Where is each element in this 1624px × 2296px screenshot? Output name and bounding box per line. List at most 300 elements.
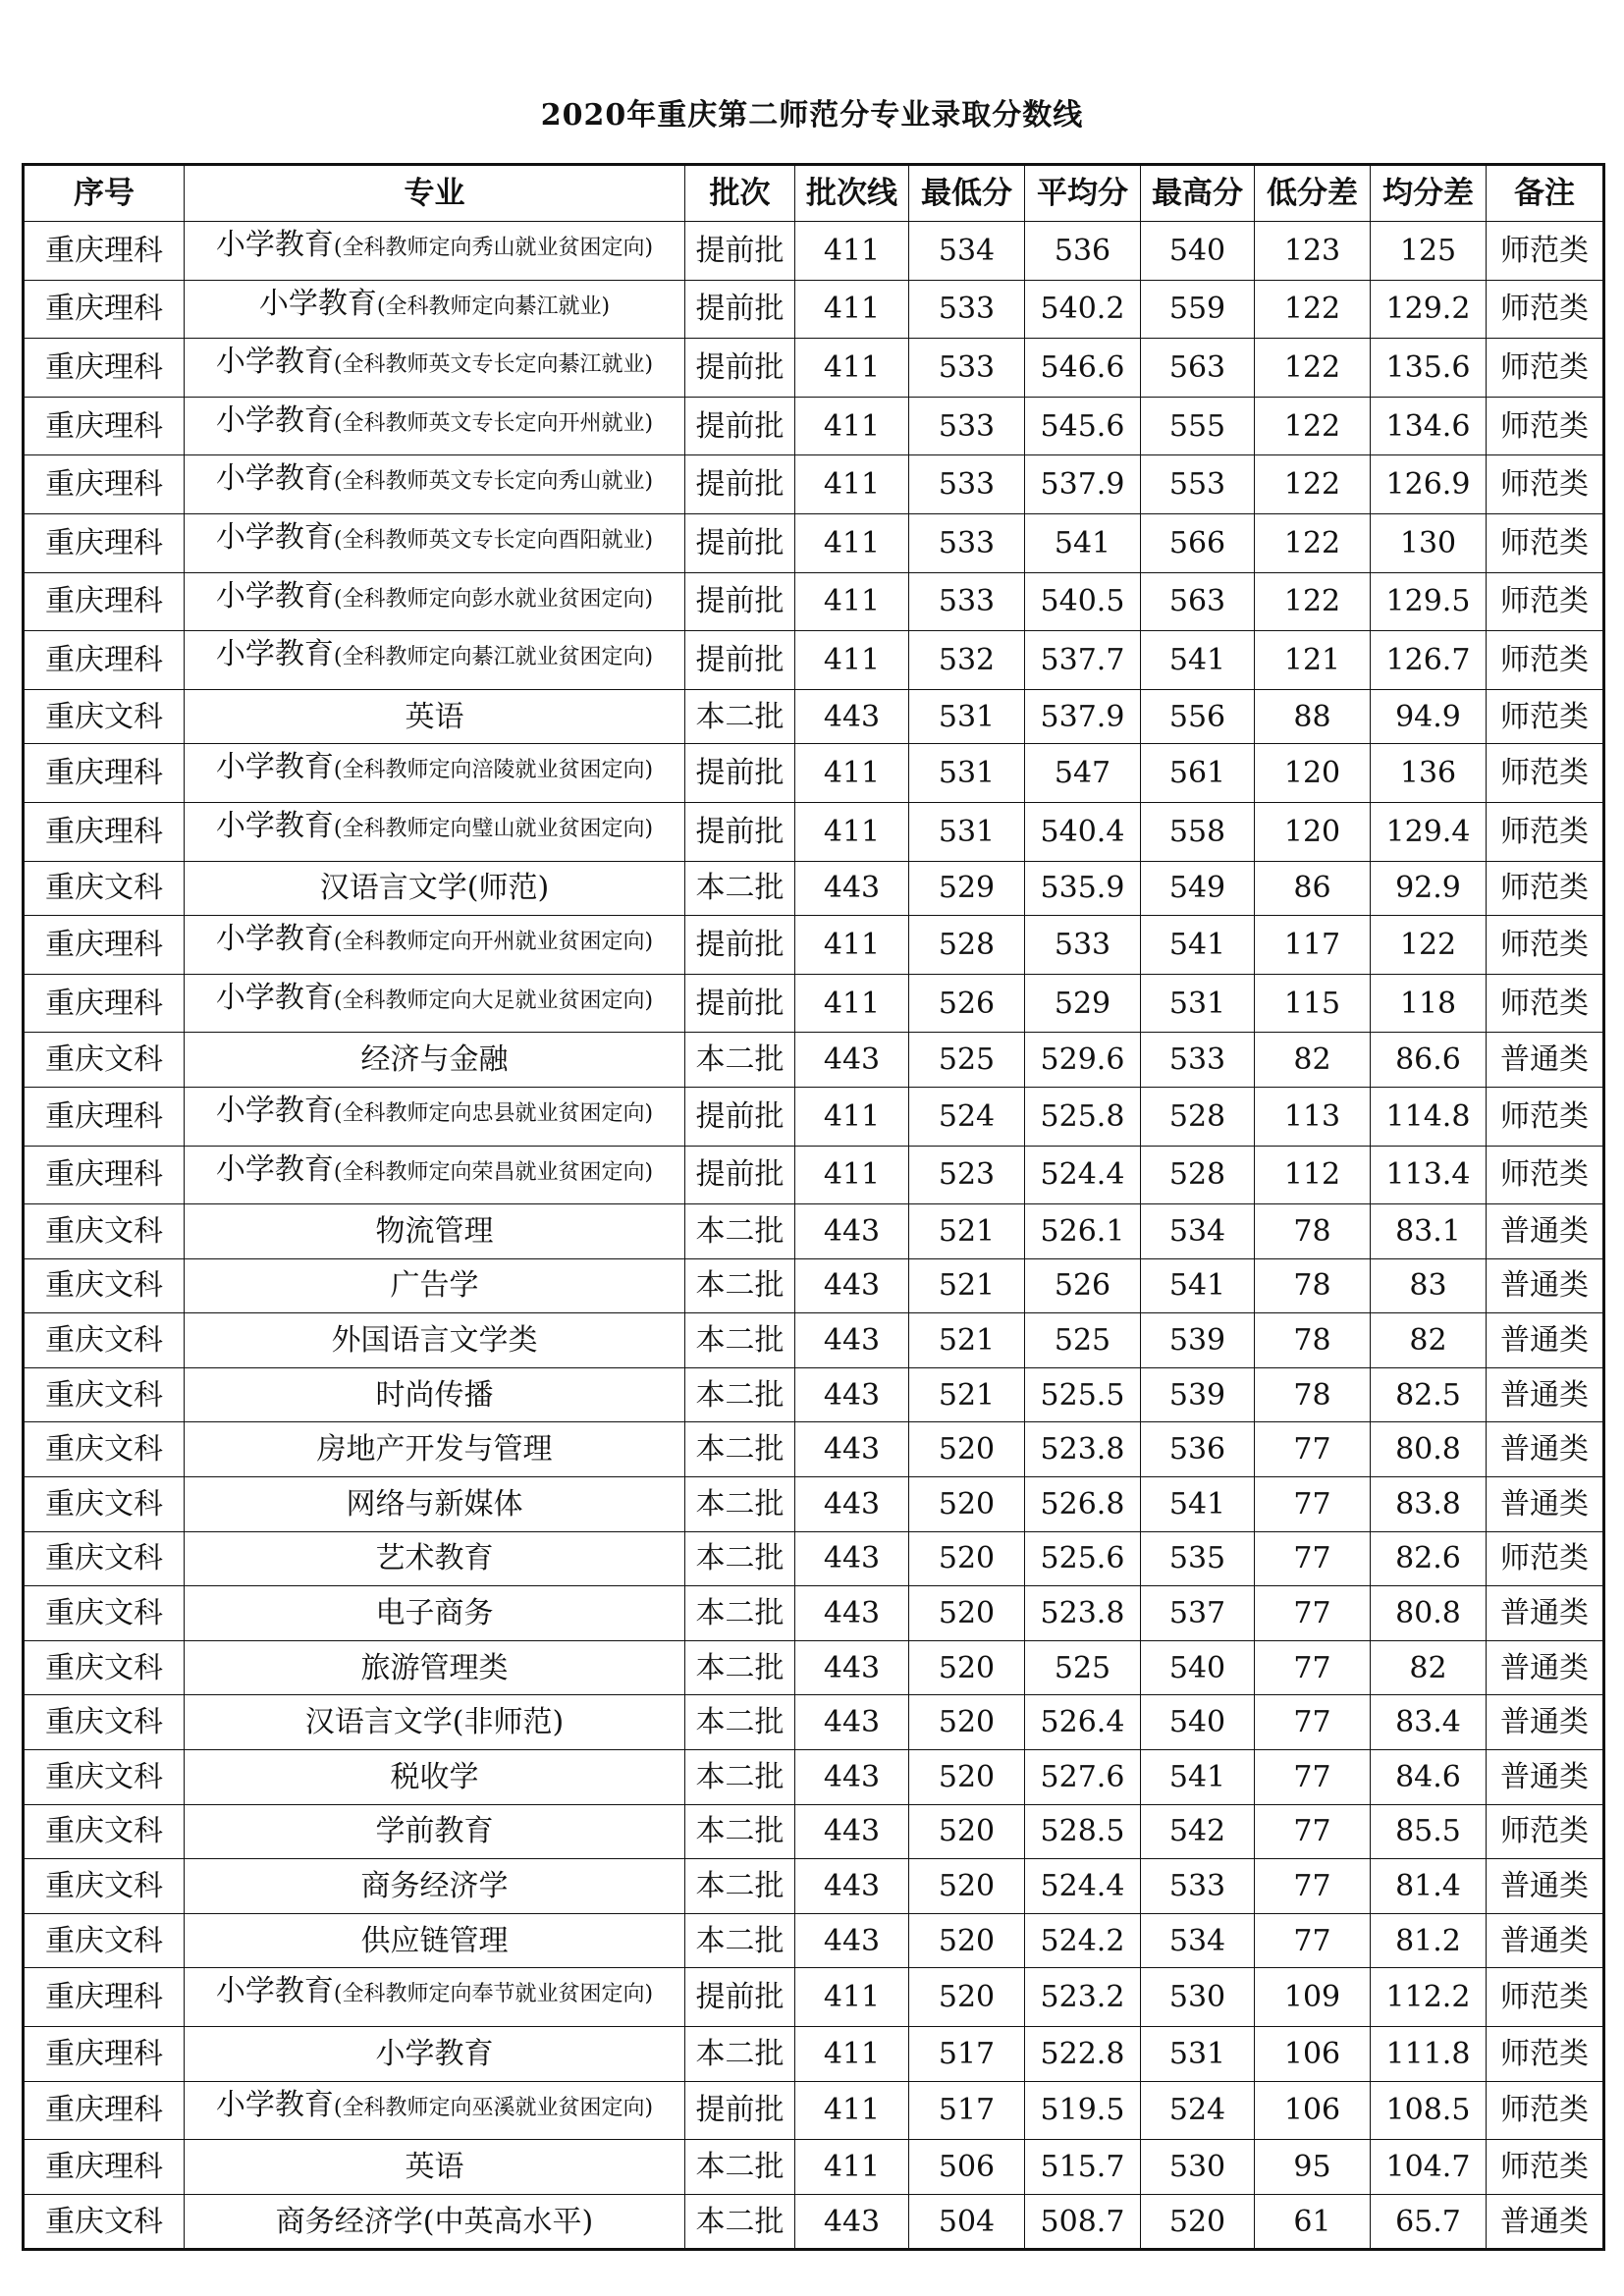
cell-min-diff: 78 bbox=[1255, 1258, 1371, 1313]
cell-max-score: 520 bbox=[1141, 2194, 1255, 2250]
major-note: (全科教师英文专长定向开州就业) bbox=[333, 410, 654, 436]
cell-batch: 提前批 bbox=[685, 572, 795, 631]
cell-avg-diff: 129.4 bbox=[1371, 802, 1487, 861]
cell-batch-line: 443 bbox=[795, 1804, 909, 1859]
cell-avg-diff: 83.1 bbox=[1371, 1204, 1487, 1259]
major-note: (全科教师定向巫溪就业贫困定向) bbox=[333, 2095, 654, 2120]
cell-min-score: 533 bbox=[909, 572, 1025, 631]
table-row bbox=[24, 1531, 1604, 1586]
cell-max-score: 566 bbox=[1141, 513, 1255, 572]
cell-max-score: 559 bbox=[1141, 280, 1255, 339]
cell-seq: 重庆文科 bbox=[24, 1033, 185, 1088]
cell-seq: 重庆文科 bbox=[24, 1586, 185, 1641]
cell-major bbox=[185, 1968, 685, 2027]
cell-major bbox=[185, 916, 685, 975]
cell-remark: 师范类 bbox=[1487, 631, 1604, 690]
cell-batch-line: 443 bbox=[795, 1750, 909, 1805]
cell-batch-line: 411 bbox=[795, 397, 909, 455]
cell-remark: 师范类 bbox=[1487, 802, 1604, 861]
cell-seq: 重庆理科 bbox=[24, 222, 185, 281]
cell-remark: 师范类 bbox=[1487, 2140, 1604, 2195]
cell-seq: 重庆理科 bbox=[24, 1146, 185, 1204]
cell-avg-score: 547 bbox=[1025, 744, 1141, 803]
major-note: (全科教师定向忠县就业贫困定向) bbox=[333, 1100, 654, 1126]
cell-min-diff: 78 bbox=[1255, 1204, 1371, 1259]
cell-batch-line: 411 bbox=[795, 572, 909, 631]
major-name: 小学教育 bbox=[215, 578, 334, 614]
cell-batch: 本二批 bbox=[685, 1804, 795, 1859]
cell-avg-score: 515.7 bbox=[1025, 2140, 1141, 2195]
cell-max-score: 563 bbox=[1141, 339, 1255, 398]
cell-max-score: 534 bbox=[1141, 1913, 1255, 1968]
table-row bbox=[24, 2140, 1604, 2195]
cell-min-diff: 77 bbox=[1255, 1640, 1371, 1695]
cell-remark: 普通类 bbox=[1487, 1367, 1604, 1422]
cell-batch: 本二批 bbox=[685, 2027, 795, 2082]
cell-seq: 重庆文科 bbox=[24, 1804, 185, 1859]
cell-remark: 师范类 bbox=[1487, 744, 1604, 803]
cell-max-score: 542 bbox=[1141, 1804, 1255, 1859]
table-row bbox=[24, 689, 1604, 744]
cell-avg-diff: 111.8 bbox=[1371, 2027, 1487, 2082]
cell-avg-diff: 82 bbox=[1371, 1313, 1487, 1368]
major-note: (全科教师英文专长定向秀山就业) bbox=[333, 469, 654, 495]
table-row bbox=[24, 1033, 1604, 1088]
table-row bbox=[24, 1422, 1604, 1477]
cell-batch-line: 411 bbox=[795, 455, 909, 514]
cell-max-score: 540 bbox=[1141, 1695, 1255, 1750]
cell-batch-line: 443 bbox=[795, 1640, 909, 1695]
cell-avg-score: 533 bbox=[1025, 916, 1141, 975]
cell-remark: 师范类 bbox=[1487, 572, 1604, 631]
cell-min-diff: 115 bbox=[1255, 974, 1371, 1033]
cell-remark: 师范类 bbox=[1487, 2081, 1604, 2140]
header-remark: 备注 bbox=[1487, 165, 1604, 222]
cell-batch-line: 411 bbox=[795, 1146, 909, 1204]
table-row bbox=[24, 1087, 1604, 1146]
cell-remark: 普通类 bbox=[1487, 1033, 1604, 1088]
cell-min-score: 533 bbox=[909, 339, 1025, 398]
cell-remark: 普通类 bbox=[1487, 1586, 1604, 1641]
major-name: 小学教育 bbox=[215, 1093, 334, 1128]
cell-batch-line: 411 bbox=[795, 1968, 909, 2027]
cell-remark: 师范类 bbox=[1487, 974, 1604, 1033]
cell-avg-score: 523.8 bbox=[1025, 1422, 1141, 1477]
cell-seq: 重庆理科 bbox=[24, 455, 185, 514]
cell-batch: 本二批 bbox=[685, 2140, 795, 2195]
cell-batch-line: 411 bbox=[795, 1087, 909, 1146]
cell-remark: 普通类 bbox=[1487, 1750, 1604, 1805]
cell-avg-score: 541 bbox=[1025, 513, 1141, 572]
cell-min-score: 524 bbox=[909, 1087, 1025, 1146]
table-row bbox=[24, 1804, 1604, 1859]
cell-batch-line: 443 bbox=[795, 1913, 909, 1968]
table-row bbox=[24, 631, 1604, 690]
cell-avg-score: 523.8 bbox=[1025, 1586, 1141, 1641]
cell-avg-diff: 83.4 bbox=[1371, 1695, 1487, 1750]
cell-min-score: 520 bbox=[909, 1750, 1025, 1805]
cell-avg-diff: 126.7 bbox=[1371, 631, 1487, 690]
cell-avg-score: 522.8 bbox=[1025, 2027, 1141, 2082]
cell-major: 汉语言文学(非师范) bbox=[185, 1695, 685, 1750]
cell-seq: 重庆文科 bbox=[24, 1477, 185, 1532]
major-name: 小学教育 bbox=[215, 980, 334, 1015]
major-name: 小学教育 bbox=[215, 519, 334, 555]
cell-major bbox=[185, 802, 685, 861]
table-row bbox=[24, 339, 1604, 398]
major-name: 小学教育 bbox=[215, 922, 334, 957]
table-row bbox=[24, 1859, 1604, 1914]
table-row bbox=[24, 1695, 1604, 1750]
cell-avg-score: 529 bbox=[1025, 974, 1141, 1033]
cell-batch: 本二批 bbox=[685, 1258, 795, 1313]
table-body bbox=[24, 222, 1604, 2250]
cell-batch: 本二批 bbox=[685, 1640, 795, 1695]
cell-min-diff: 122 bbox=[1255, 397, 1371, 455]
cell-avg-diff: 125 bbox=[1371, 222, 1487, 281]
table-row bbox=[24, 1313, 1604, 1368]
cell-min-diff: 77 bbox=[1255, 1750, 1371, 1805]
table-row bbox=[24, 1586, 1604, 1641]
table-row bbox=[24, 744, 1604, 803]
cell-batch: 本二批 bbox=[685, 1695, 795, 1750]
cell-seq: 重庆文科 bbox=[24, 1367, 185, 1422]
table-row bbox=[24, 397, 1604, 455]
cell-batch-line: 443 bbox=[795, 1367, 909, 1422]
cell-batch-line: 443 bbox=[795, 1695, 909, 1750]
cell-min-score: 521 bbox=[909, 1367, 1025, 1422]
cell-major bbox=[185, 744, 685, 803]
cell-batch-line: 411 bbox=[795, 974, 909, 1033]
cell-avg-diff: 113.4 bbox=[1371, 1146, 1487, 1204]
cell-batch: 提前批 bbox=[685, 397, 795, 455]
cell-avg-diff: 135.6 bbox=[1371, 339, 1487, 398]
cell-batch-line: 443 bbox=[795, 2194, 909, 2250]
major-name: 小学教育 bbox=[215, 402, 334, 438]
cell-avg-diff: 94.9 bbox=[1371, 689, 1487, 744]
cell-avg-score: 545.6 bbox=[1025, 397, 1141, 455]
cell-avg-diff: 112.2 bbox=[1371, 1968, 1487, 2027]
cell-avg-diff: 83 bbox=[1371, 1258, 1487, 1313]
cell-seq: 重庆理科 bbox=[24, 572, 185, 631]
cell-avg-score: 525.5 bbox=[1025, 1367, 1141, 1422]
cell-remark: 普通类 bbox=[1487, 1640, 1604, 1695]
major-note: (全科教师定向綦江就业) bbox=[376, 294, 611, 319]
cell-avg-score: 524.4 bbox=[1025, 1146, 1141, 1204]
cell-major: 旅游管理类 bbox=[185, 1640, 685, 1695]
cell-major: 物流管理 bbox=[185, 1204, 685, 1259]
cell-seq: 重庆理科 bbox=[24, 916, 185, 975]
cell-major bbox=[185, 974, 685, 1033]
cell-avg-diff: 108.5 bbox=[1371, 2081, 1487, 2140]
cell-max-score: 540 bbox=[1141, 222, 1255, 281]
cell-seq: 重庆理科 bbox=[24, 339, 185, 398]
cell-min-score: 506 bbox=[909, 2140, 1025, 2195]
cell-max-score: 541 bbox=[1141, 916, 1255, 975]
cell-remark: 师范类 bbox=[1487, 689, 1604, 744]
cell-min-score: 521 bbox=[909, 1258, 1025, 1313]
cell-avg-diff: 82 bbox=[1371, 1640, 1487, 1695]
cell-avg-score: 525 bbox=[1025, 1640, 1141, 1695]
cell-avg-score: 535.9 bbox=[1025, 861, 1141, 916]
cell-avg-score: 529.6 bbox=[1025, 1033, 1141, 1088]
cell-batch-line: 443 bbox=[795, 689, 909, 744]
table-header-row bbox=[24, 165, 1604, 222]
cell-batch: 本二批 bbox=[685, 1913, 795, 1968]
cell-avg-diff: 130 bbox=[1371, 513, 1487, 572]
cell-avg-diff: 114.8 bbox=[1371, 1087, 1487, 1146]
cell-min-diff: 106 bbox=[1255, 2027, 1371, 2082]
cell-major: 商务经济学(中英高水平) bbox=[185, 2194, 685, 2250]
cell-batch-line: 411 bbox=[795, 802, 909, 861]
cell-avg-score: 537.9 bbox=[1025, 455, 1141, 514]
cell-avg-score: 540.4 bbox=[1025, 802, 1141, 861]
cell-seq: 重庆理科 bbox=[24, 1968, 185, 2027]
cell-max-score: 541 bbox=[1141, 1750, 1255, 1805]
table-row bbox=[24, 222, 1604, 281]
cell-min-diff: 117 bbox=[1255, 916, 1371, 975]
cell-min-diff: 78 bbox=[1255, 1367, 1371, 1422]
major-name: 小学教育 bbox=[215, 228, 334, 262]
cell-remark: 师范类 bbox=[1487, 1968, 1604, 2027]
major-name: 小学教育 bbox=[258, 286, 377, 321]
cell-max-score: 553 bbox=[1141, 455, 1255, 514]
cell-remark: 普通类 bbox=[1487, 1695, 1604, 1750]
cell-min-score: 521 bbox=[909, 1313, 1025, 1368]
cell-avg-score: 524.2 bbox=[1025, 1913, 1141, 1968]
cell-batch-line: 443 bbox=[795, 1258, 909, 1313]
cell-max-score: 541 bbox=[1141, 1258, 1255, 1313]
cell-batch-line: 411 bbox=[795, 2027, 909, 2082]
major-note: (全科教师英文专长定向綦江就业) bbox=[333, 352, 654, 378]
cell-avg-diff: 82.6 bbox=[1371, 1531, 1487, 1586]
cell-avg-score: 546.6 bbox=[1025, 339, 1141, 398]
cell-batch-line: 411 bbox=[795, 280, 909, 339]
cell-max-score: 535 bbox=[1141, 1531, 1255, 1586]
cell-min-diff: 121 bbox=[1255, 631, 1371, 690]
cell-seq: 重庆文科 bbox=[24, 1750, 185, 1805]
admission-score-table bbox=[22, 163, 1605, 2251]
cell-major: 供应链管理 bbox=[185, 1913, 685, 1968]
cell-major bbox=[185, 397, 685, 455]
cell-avg-diff: 80.8 bbox=[1371, 1422, 1487, 1477]
table-row bbox=[24, 1146, 1604, 1204]
cell-batch-line: 411 bbox=[795, 339, 909, 398]
cell-major: 英语 bbox=[185, 689, 685, 744]
cell-avg-diff: 82.5 bbox=[1371, 1367, 1487, 1422]
cell-avg-score: 537.9 bbox=[1025, 689, 1141, 744]
cell-max-score: 541 bbox=[1141, 1477, 1255, 1532]
header-seq: 序号 bbox=[24, 165, 185, 222]
cell-batch-line: 443 bbox=[795, 1859, 909, 1914]
cell-max-score: 539 bbox=[1141, 1367, 1255, 1422]
major-note: (全科教师定向秀山就业贫困定向) bbox=[333, 236, 654, 260]
cell-major: 时尚传播 bbox=[185, 1367, 685, 1422]
cell-major bbox=[185, 1146, 685, 1204]
cell-batch: 提前批 bbox=[685, 802, 795, 861]
major-name: 小学教育 bbox=[215, 808, 334, 843]
major-note: (全科教师定向涪陵就业贫困定向) bbox=[333, 758, 654, 783]
cell-avg-diff: 83.8 bbox=[1371, 1477, 1487, 1532]
table-row bbox=[24, 1204, 1604, 1259]
table-row bbox=[24, 974, 1604, 1033]
cell-batch: 提前批 bbox=[685, 744, 795, 803]
cell-avg-diff: 134.6 bbox=[1371, 397, 1487, 455]
cell-avg-score: 519.5 bbox=[1025, 2081, 1141, 2140]
table-row bbox=[24, 280, 1604, 339]
cell-max-score: 530 bbox=[1141, 2140, 1255, 2195]
cell-remark: 普通类 bbox=[1487, 2194, 1604, 2250]
cell-batch-line: 443 bbox=[795, 1313, 909, 1368]
cell-batch-line: 443 bbox=[795, 861, 909, 916]
cell-min-score: 533 bbox=[909, 513, 1025, 572]
cell-min-score: 531 bbox=[909, 802, 1025, 861]
cell-avg-score: 527.6 bbox=[1025, 1750, 1141, 1805]
cell-major: 小学教育 bbox=[185, 2027, 685, 2082]
cell-batch-line: 411 bbox=[795, 916, 909, 975]
cell-batch-line: 443 bbox=[795, 1531, 909, 1586]
cell-min-diff: 122 bbox=[1255, 280, 1371, 339]
cell-avg-diff: 122 bbox=[1371, 916, 1487, 975]
cell-min-diff: 109 bbox=[1255, 1968, 1371, 2027]
cell-min-score: 520 bbox=[909, 1422, 1025, 1477]
cell-batch: 本二批 bbox=[685, 1477, 795, 1532]
cell-avg-diff: 129.5 bbox=[1371, 572, 1487, 631]
cell-batch: 本二批 bbox=[685, 2194, 795, 2250]
cell-max-score: 539 bbox=[1141, 1313, 1255, 1368]
cell-min-score: 526 bbox=[909, 974, 1025, 1033]
major-name: 小学教育 bbox=[215, 750, 334, 785]
cell-min-diff: 113 bbox=[1255, 1087, 1371, 1146]
cell-batch: 提前批 bbox=[685, 974, 795, 1033]
cell-min-score: 533 bbox=[909, 397, 1025, 455]
cell-batch: 本二批 bbox=[685, 1204, 795, 1259]
major-note: (全科教师定向彭水就业贫困定向) bbox=[333, 586, 654, 612]
cell-min-diff: 122 bbox=[1255, 572, 1371, 631]
cell-batch-line: 411 bbox=[795, 222, 909, 281]
cell-major bbox=[185, 513, 685, 572]
major-note: (全科教师英文专长定向酉阳就业) bbox=[333, 527, 654, 553]
cell-min-score: 520 bbox=[909, 1531, 1025, 1586]
cell-batch-line: 411 bbox=[795, 2081, 909, 2140]
cell-avg-diff: 81.4 bbox=[1371, 1859, 1487, 1914]
cell-avg-diff: 86.6 bbox=[1371, 1033, 1487, 1088]
cell-batch-line: 443 bbox=[795, 1204, 909, 1259]
cell-remark: 师范类 bbox=[1487, 397, 1604, 455]
cell-min-diff: 77 bbox=[1255, 1804, 1371, 1859]
cell-max-score: 540 bbox=[1141, 1640, 1255, 1695]
cell-major bbox=[185, 2081, 685, 2140]
cell-min-score: 531 bbox=[909, 689, 1025, 744]
cell-avg-score: 526 bbox=[1025, 1258, 1141, 1313]
cell-remark: 师范类 bbox=[1487, 861, 1604, 916]
cell-min-score: 533 bbox=[909, 455, 1025, 514]
table-row bbox=[24, 2027, 1604, 2082]
cell-max-score: 531 bbox=[1141, 974, 1255, 1033]
cell-min-diff: 86 bbox=[1255, 861, 1371, 916]
cell-batch-line: 443 bbox=[795, 1033, 909, 1088]
cell-min-diff: 122 bbox=[1255, 339, 1371, 398]
cell-min-score: 532 bbox=[909, 631, 1025, 690]
cell-batch: 本二批 bbox=[685, 689, 795, 744]
cell-seq: 重庆理科 bbox=[24, 744, 185, 803]
cell-min-score: 520 bbox=[909, 1477, 1025, 1532]
cell-batch: 提前批 bbox=[685, 2081, 795, 2140]
cell-max-score: 531 bbox=[1141, 2027, 1255, 2082]
cell-max-score: 561 bbox=[1141, 744, 1255, 803]
cell-min-score: 517 bbox=[909, 2081, 1025, 2140]
cell-batch-line: 411 bbox=[795, 513, 909, 572]
cell-remark: 普通类 bbox=[1487, 1422, 1604, 1477]
cell-max-score: 541 bbox=[1141, 631, 1255, 690]
cell-avg-diff: 85.5 bbox=[1371, 1804, 1487, 1859]
cell-major bbox=[185, 280, 685, 339]
cell-min-diff: 82 bbox=[1255, 1033, 1371, 1088]
cell-min-diff: 77 bbox=[1255, 1586, 1371, 1641]
cell-seq: 重庆理科 bbox=[24, 802, 185, 861]
cell-seq: 重庆文科 bbox=[24, 1422, 185, 1477]
cell-major bbox=[185, 572, 685, 631]
header-avg-score: 平均分 bbox=[1025, 165, 1141, 222]
cell-seq: 重庆文科 bbox=[24, 1859, 185, 1914]
cell-min-diff: 77 bbox=[1255, 1913, 1371, 1968]
cell-min-diff: 77 bbox=[1255, 1859, 1371, 1914]
cell-min-score: 520 bbox=[909, 1586, 1025, 1641]
cell-remark: 普通类 bbox=[1487, 1859, 1604, 1914]
cell-min-score: 534 bbox=[909, 222, 1025, 281]
major-note: (全科教师定向荣昌就业贫困定向) bbox=[333, 1159, 654, 1185]
cell-seq: 重庆文科 bbox=[24, 1640, 185, 1695]
cell-min-diff: 61 bbox=[1255, 2194, 1371, 2250]
cell-remark: 普通类 bbox=[1487, 1913, 1604, 1968]
cell-remark: 师范类 bbox=[1487, 1146, 1604, 1204]
cell-batch: 本二批 bbox=[685, 1313, 795, 1368]
cell-batch: 提前批 bbox=[685, 1968, 795, 2027]
cell-max-score: 530 bbox=[1141, 1968, 1255, 2027]
header-min-score: 最低分 bbox=[909, 165, 1025, 222]
major-name: 小学教育 bbox=[215, 1974, 334, 2009]
cell-min-diff: 88 bbox=[1255, 689, 1371, 744]
cell-max-score: 555 bbox=[1141, 397, 1255, 455]
cell-min-score: 531 bbox=[909, 744, 1025, 803]
cell-batch: 提前批 bbox=[685, 455, 795, 514]
cell-seq: 重庆理科 bbox=[24, 2027, 185, 2082]
cell-batch: 提前批 bbox=[685, 280, 795, 339]
cell-max-score: 563 bbox=[1141, 572, 1255, 631]
cell-min-diff: 123 bbox=[1255, 222, 1371, 281]
cell-min-score: 520 bbox=[909, 1968, 1025, 2027]
cell-remark: 师范类 bbox=[1487, 280, 1604, 339]
cell-remark: 普通类 bbox=[1487, 1477, 1604, 1532]
cell-avg-diff: 81.2 bbox=[1371, 1913, 1487, 1968]
cell-batch: 本二批 bbox=[685, 1531, 795, 1586]
cell-seq: 重庆理科 bbox=[24, 974, 185, 1033]
cell-seq: 重庆文科 bbox=[24, 1531, 185, 1586]
cell-batch: 提前批 bbox=[685, 222, 795, 281]
cell-min-diff: 77 bbox=[1255, 1531, 1371, 1586]
cell-max-score: 528 bbox=[1141, 1146, 1255, 1204]
cell-min-score: 521 bbox=[909, 1204, 1025, 1259]
cell-batch: 本二批 bbox=[685, 1422, 795, 1477]
table-row bbox=[24, 1913, 1604, 1968]
cell-min-score: 504 bbox=[909, 2194, 1025, 2250]
cell-avg-score: 528.5 bbox=[1025, 1804, 1141, 1859]
cell-remark: 师范类 bbox=[1487, 455, 1604, 514]
cell-min-diff: 106 bbox=[1255, 2081, 1371, 2140]
cell-avg-score: 525.6 bbox=[1025, 1531, 1141, 1586]
cell-batch: 提前批 bbox=[685, 513, 795, 572]
table-row bbox=[24, 2081, 1604, 2140]
